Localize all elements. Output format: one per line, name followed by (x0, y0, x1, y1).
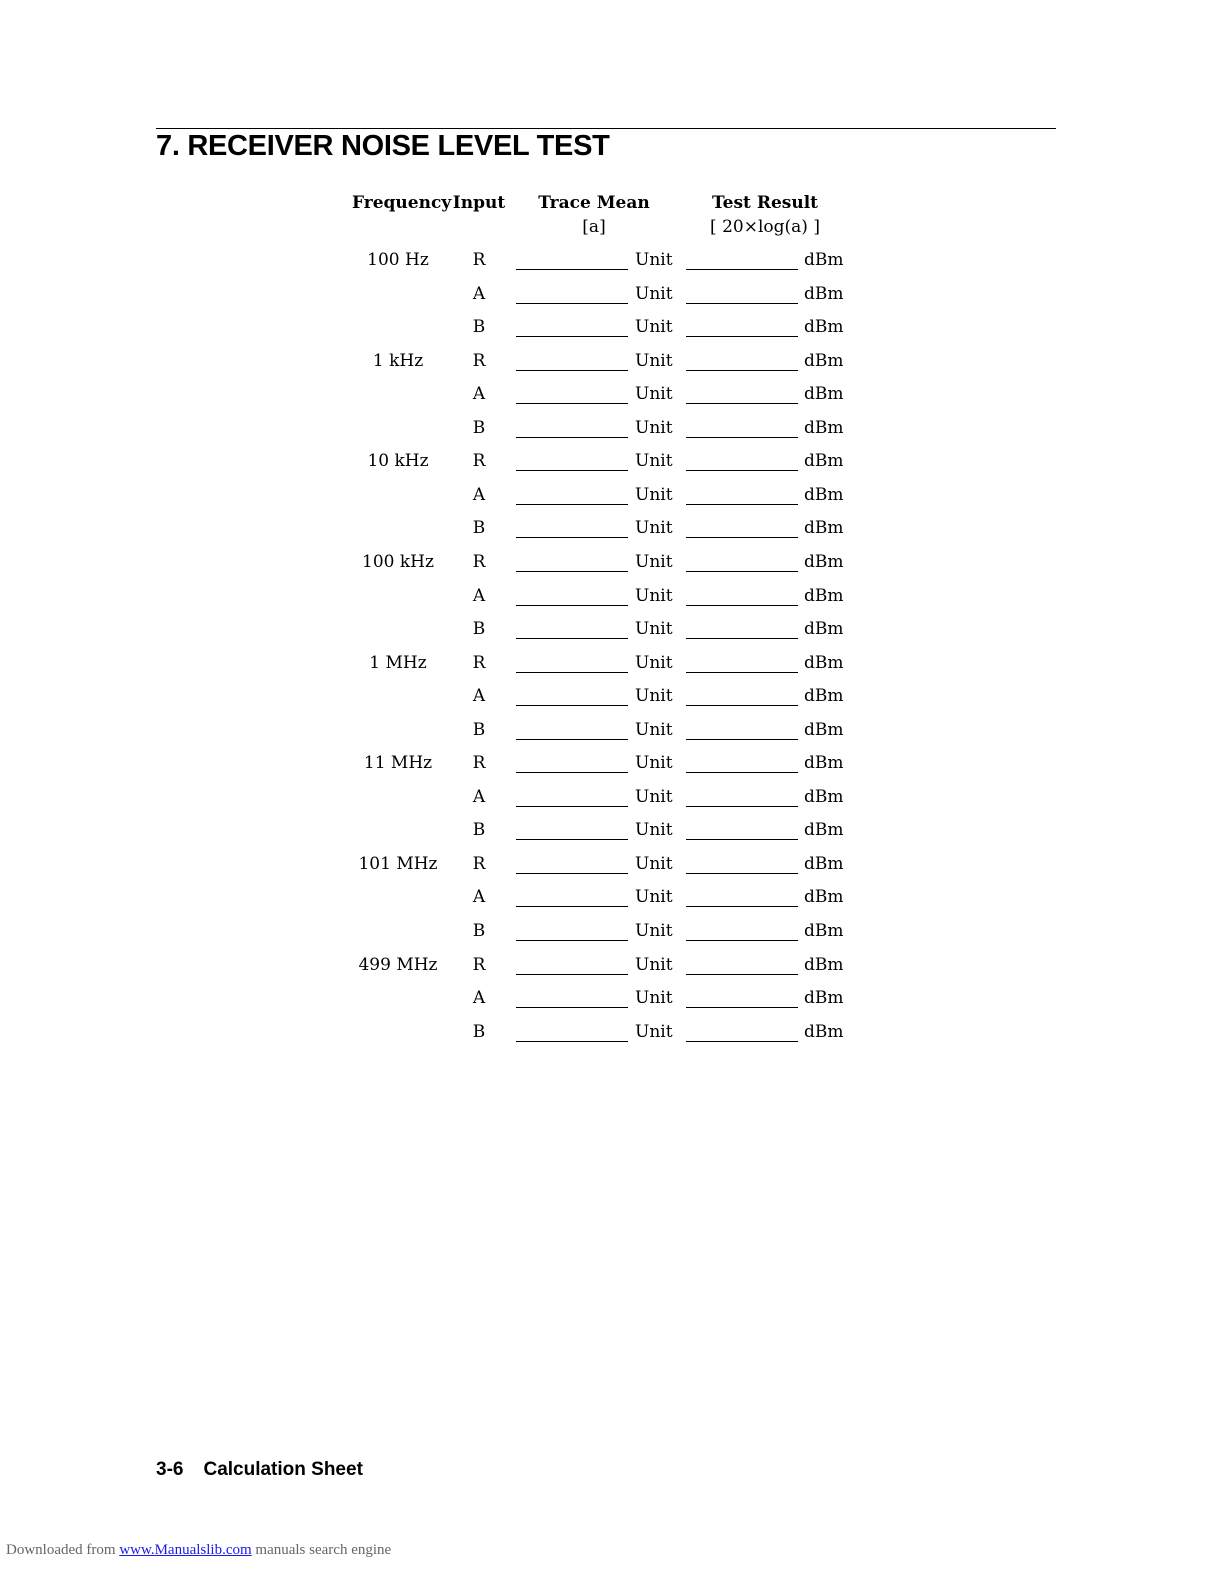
table-row (0, 384, 1224, 412)
table-row (0, 921, 1224, 949)
input-cell: B (472, 921, 486, 941)
header-test-result: Test Result (711, 193, 819, 213)
table-row (0, 854, 1224, 882)
test-result-unit: dBm (804, 619, 844, 640)
trace-mean-unit: Unit (635, 887, 673, 908)
trace-mean-blank[interactable] (516, 739, 628, 740)
trace-mean-blank[interactable] (516, 370, 628, 371)
trace-mean-blank[interactable] (516, 303, 628, 304)
input-cell: B (472, 1021, 486, 1042)
trace-mean-unit: Unit (635, 250, 673, 270)
trace-mean-unit: Unit (635, 921, 673, 941)
test-result-blank[interactable] (686, 571, 798, 572)
trace-mean-unit: Unit (635, 585, 673, 606)
trace-mean-blank[interactable] (516, 537, 628, 538)
header-trace-mean-sub: [a] (582, 217, 606, 237)
test-result-unit: dBm (804, 551, 844, 572)
test-result-unit: dBm (804, 518, 844, 539)
input-cell: R (472, 753, 486, 774)
header-trace-mean: Trace Mean (538, 193, 650, 213)
table-row (0, 753, 1224, 781)
trace-mean-unit: Unit (635, 820, 673, 841)
table-row (0, 887, 1224, 915)
input-cell: R (472, 652, 486, 673)
frequency-cell: 1 MHz (369, 652, 427, 673)
trace-mean-blank[interactable] (516, 470, 628, 471)
table-row (0, 552, 1224, 580)
section-name: Calculation Sheet (203, 1459, 363, 1480)
table-row (0, 686, 1224, 714)
trace-mean-unit: Unit (635, 417, 673, 438)
test-result-blank[interactable] (686, 1041, 798, 1042)
test-result-unit: dBm (804, 921, 844, 941)
input-cell: B (472, 719, 486, 740)
download-suffix: manuals search engine (255, 1542, 392, 1558)
trace-mean-unit: Unit (635, 551, 673, 572)
test-result-unit: dBm (804, 451, 844, 472)
trace-mean-blank[interactable] (516, 705, 628, 706)
table-row (0, 418, 1224, 446)
input-cell: R (472, 954, 486, 975)
test-result-blank[interactable] (686, 504, 798, 505)
trace-mean-unit: Unit (635, 652, 673, 673)
table-row (0, 485, 1224, 513)
test-result-blank[interactable] (686, 974, 798, 975)
trace-mean-blank[interactable] (516, 1007, 628, 1008)
trace-mean-unit: Unit (635, 384, 673, 405)
frequency-cell: 101 MHz (358, 853, 438, 874)
input-cell: R (472, 551, 486, 572)
trace-mean-unit: Unit (635, 1021, 673, 1042)
frequency-cell: 10 kHz (367, 451, 429, 472)
trace-mean-unit: Unit (635, 753, 673, 774)
test-result-unit: dBm (804, 350, 844, 371)
table-row (0, 1022, 1224, 1050)
test-result-unit: dBm (804, 954, 844, 975)
test-result-blank[interactable] (686, 705, 798, 706)
test-result-blank[interactable] (686, 303, 798, 304)
trace-mean-blank[interactable] (516, 336, 628, 337)
page-number: 3-6 (156, 1459, 184, 1480)
input-cell: A (472, 786, 486, 807)
frequency-cell: 100 Hz (367, 250, 429, 270)
trace-mean-unit: Unit (635, 317, 673, 338)
trace-mean-blank[interactable] (516, 269, 628, 270)
input-cell: A (472, 484, 486, 505)
test-result-blank[interactable] (686, 370, 798, 371)
test-result-unit: dBm (804, 384, 844, 405)
trace-mean-blank[interactable] (516, 873, 628, 874)
trace-mean-unit: Unit (635, 283, 673, 304)
test-result-blank[interactable] (686, 638, 798, 639)
input-cell: A (472, 585, 486, 606)
download-note (6, 1542, 391, 1559)
input-cell: B (472, 820, 486, 841)
trace-mean-unit: Unit (635, 518, 673, 539)
test-result-unit: dBm (804, 484, 844, 505)
test-result-unit: dBm (804, 652, 844, 673)
test-result-blank[interactable] (686, 839, 798, 840)
table-row (0, 955, 1224, 983)
test-result-unit: dBm (804, 719, 844, 740)
test-result-blank[interactable] (686, 269, 798, 270)
input-cell: R (472, 451, 486, 472)
test-result-unit: dBm (804, 283, 844, 304)
trace-mean-blank[interactable] (516, 403, 628, 404)
test-result-blank[interactable] (686, 537, 798, 538)
frequency-cell: 1 kHz (372, 350, 424, 371)
table-row (0, 250, 1224, 278)
trace-mean-unit: Unit (635, 954, 673, 975)
test-result-blank[interactable] (686, 336, 798, 337)
test-result-unit: dBm (804, 853, 844, 874)
input-cell: R (472, 350, 486, 371)
table-row (0, 988, 1224, 1016)
download-prefix: Downloaded from (6, 1542, 116, 1558)
table-row (0, 653, 1224, 681)
test-result-blank[interactable] (686, 806, 798, 807)
table-row (0, 586, 1224, 614)
trace-mean-unit: Unit (635, 451, 673, 472)
header-input: Input (452, 193, 506, 213)
trace-mean-blank[interactable] (516, 1041, 628, 1042)
page-title: 7. RECEIVER NOISE LEVEL TEST (156, 130, 610, 162)
test-result-unit: dBm (804, 1021, 844, 1042)
table-row (0, 451, 1224, 479)
test-result-blank[interactable] (686, 1007, 798, 1008)
test-result-unit: dBm (804, 250, 844, 270)
trace-mean-blank[interactable] (516, 772, 628, 773)
input-cell: A (472, 887, 486, 908)
test-result-blank[interactable] (686, 739, 798, 740)
test-result-unit: dBm (804, 786, 844, 807)
trace-mean-blank[interactable] (516, 672, 628, 673)
test-result-unit: dBm (804, 820, 844, 841)
input-cell: R (472, 853, 486, 874)
test-result-blank[interactable] (686, 772, 798, 773)
input-cell: B (472, 417, 486, 438)
frequency-cell: 100 kHz (362, 551, 434, 572)
trace-mean-unit: Unit (635, 686, 673, 707)
test-result-unit: dBm (804, 585, 844, 606)
input-cell: A (472, 686, 486, 707)
trace-mean-unit: Unit (635, 350, 673, 371)
input-cell: B (472, 619, 486, 640)
trace-mean-blank[interactable] (516, 906, 628, 907)
table-row (0, 317, 1224, 345)
trace-mean-blank[interactable] (516, 638, 628, 639)
test-result-blank[interactable] (686, 470, 798, 471)
trace-mean-unit: Unit (635, 719, 673, 740)
test-result-unit: dBm (804, 417, 844, 438)
table-row (0, 351, 1224, 379)
trace-mean-blank[interactable] (516, 605, 628, 606)
input-cell: A (472, 988, 486, 1009)
input-cell: A (472, 384, 486, 405)
header-test-result-sub: [ 20×log(a) ] (710, 217, 820, 237)
input-cell: A (472, 283, 486, 304)
trace-mean-blank[interactable] (516, 571, 628, 572)
test-result-unit: dBm (804, 988, 844, 1009)
frequency-cell: 11 MHz (363, 753, 433, 774)
test-result-blank[interactable] (686, 437, 798, 438)
input-cell: B (472, 317, 486, 338)
test-result-unit: dBm (804, 887, 844, 908)
test-result-blank[interactable] (686, 605, 798, 606)
test-result-unit: dBm (804, 686, 844, 707)
trace-mean-unit: Unit (635, 484, 673, 505)
trace-mean-unit: Unit (635, 988, 673, 1009)
manualslib-link[interactable]: www.Manualslib.com (119, 1542, 252, 1558)
trace-mean-unit: Unit (635, 853, 673, 874)
trace-mean-unit: Unit (635, 619, 673, 640)
trace-mean-unit: Unit (635, 786, 673, 807)
test-result-unit: dBm (804, 317, 844, 338)
frequency-cell: 499 MHz (358, 954, 438, 975)
page-footer (156, 1459, 363, 1481)
test-result-unit: dBm (804, 753, 844, 774)
table-row (0, 518, 1224, 546)
table-row (0, 820, 1224, 848)
table-row (0, 720, 1224, 748)
title-rule (156, 128, 1056, 129)
trace-mean-blank[interactable] (516, 437, 628, 438)
trace-mean-blank[interactable] (516, 839, 628, 840)
input-cell: B (472, 518, 486, 539)
table-row (0, 619, 1224, 647)
table-row (0, 284, 1224, 312)
test-result-blank[interactable] (686, 906, 798, 907)
trace-mean-blank[interactable] (516, 974, 628, 975)
trace-mean-blank[interactable] (516, 806, 628, 807)
test-result-blank[interactable] (686, 940, 798, 941)
test-result-blank[interactable] (686, 672, 798, 673)
test-result-blank[interactable] (686, 873, 798, 874)
header-frequency: Frequency (352, 193, 452, 213)
test-result-blank[interactable] (686, 403, 798, 404)
trace-mean-blank[interactable] (516, 940, 628, 941)
input-cell: R (472, 250, 486, 270)
trace-mean-blank[interactable] (516, 504, 628, 505)
table-row (0, 787, 1224, 815)
